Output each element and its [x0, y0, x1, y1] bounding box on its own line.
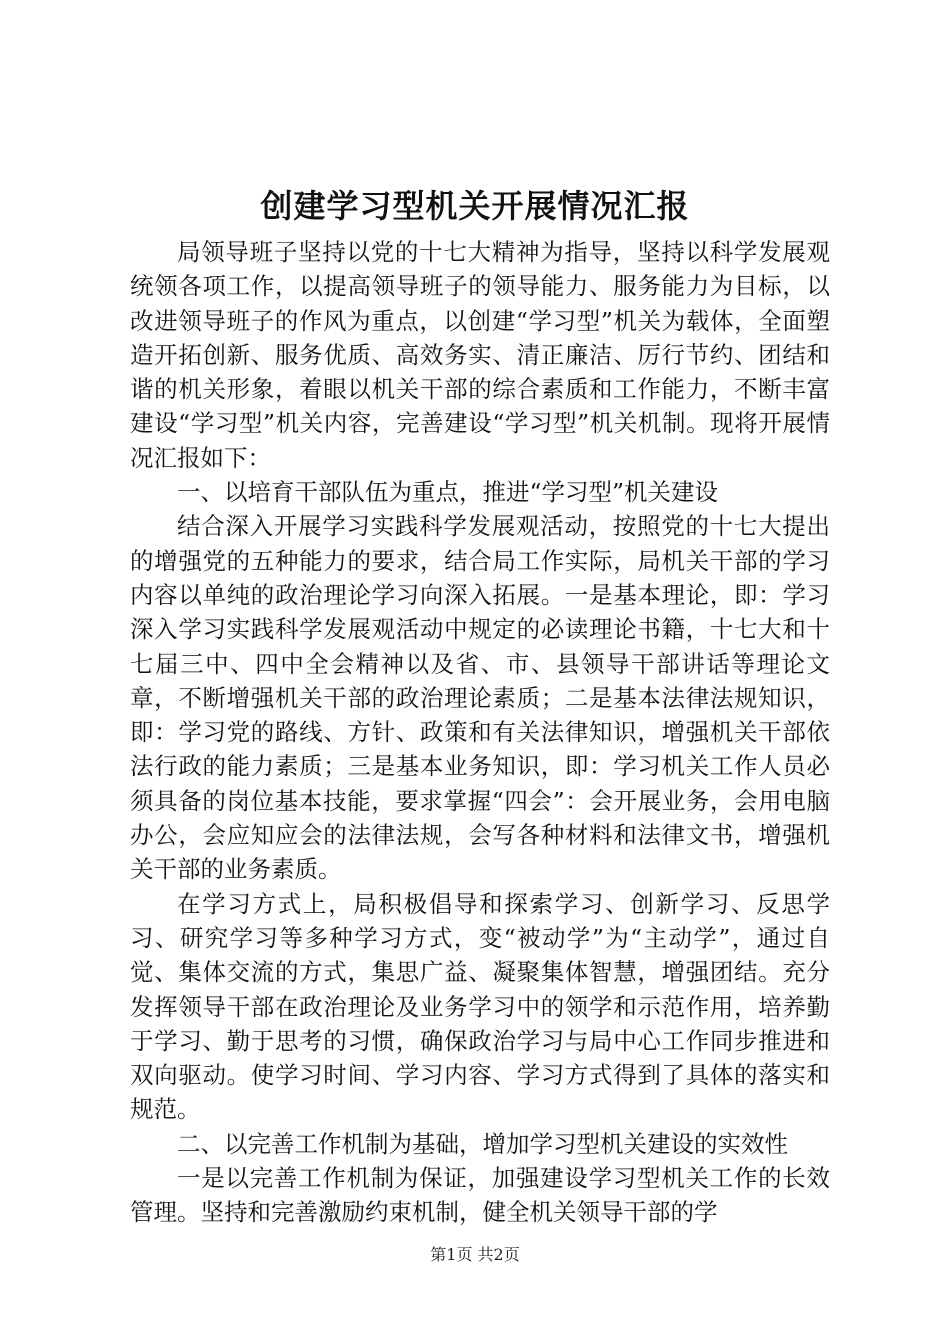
paragraph-intro: 局领导班子坚持以党的十七大精神为指导，坚持以科学发展观统领各项工作，以提高领导班子的领导能力、服务能力为目标，以改进领导班子的作风为重点，以创建“学习型”机关为载体，全面塑造开拓创新、服务优质、高效务实、清正廉洁、厉行节约、团结和谐的机关形象，着眼以机关干部的综合素质和工作能力，不断丰富建设“学习型”机关内容，完善建设“学习型”机关机制。现将开展情况汇报如下： — [130, 238, 830, 472]
document-body — [130, 235, 830, 1230]
paragraph-learning-method: 在学习方式上，局积极倡导和探索学习、创新学习、反思学习、研究学习等多种学习方式，变“被动学”为“主动学”，通过自觉、集体交流的方式，集思广益、凝聚集体智慧，增强团结。充分发挥领导干部在政治理论及业务学习中的领学和示范作用，培养勤于学习、勤于思考的习惯，确保政治学习与局中心工作同步推进和双向驱动。使学习时间、学习内容、学习方式得到了具体的落实和规范。 — [130, 889, 830, 1124]
paragraph-work-mechanism: 一是以完善工作机制为保证，加强建设学习型机关工作的长效管理。坚持和完善激励约束机制，健全机关领导干部的学 — [130, 1164, 830, 1227]
section-heading-2: 二、以完善工作机制为基础，增加学习型机关建设的实效性 — [177, 1129, 788, 1158]
document-title: 创建学习型机关开展情况汇报 — [260, 187, 690, 225]
section-heading-1: 一、以培育干部队伍为重点，推进“学习型”机关建设 — [177, 478, 719, 507]
page-number-footer: 第1页 共2页 — [430, 1245, 520, 1264]
paragraph-learning-content: 结合深入开展学习实践科学发展观活动，按照党的十七大提出的增强党的五种能力的要求，结合局工作实际，局机关干部的学习内容以单纯的政治理论学习向深入拓展。一是基本理论，即：学习深入学习实践科学发展观活动中规定的必读理论书籍，十七大和十七届三中、四中全会精神以及省、市、县领导干部讲话等理论文章，不断增强机关干部的政治理论素质；二是基本法律法规知识，即：学习党的路线、方针、政策和有关法律知识，增强机关干部依法行政的能力素质；三是基本业务知识，即：学习机关工作人员必须具备的岗位基本技能，要求掌握“四会”：会开展业务，会用电脑办公，会应知应会的法律法规，会写各种材料和法律文书，增强机关干部的业务素质。 — [130, 512, 830, 884]
